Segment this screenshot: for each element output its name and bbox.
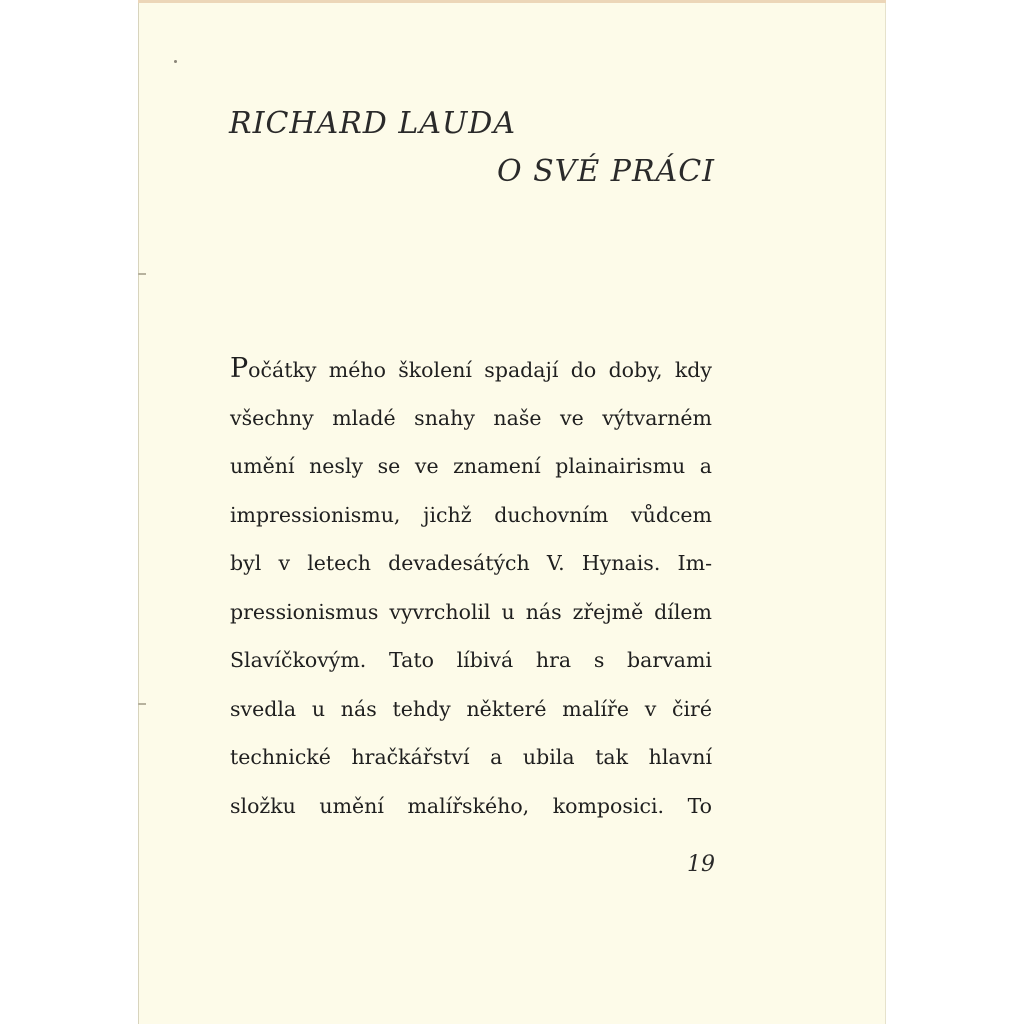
page-edge-mark <box>138 703 146 705</box>
title-line-1: RICHARD LAUDA <box>229 106 516 141</box>
text-line-7: Slavíčkovým. Tato líbivá hra s barvami <box>230 648 712 672</box>
text-line-content: očátky mého školení spadají do doby, kdy <box>248 358 712 382</box>
page-number: 19 <box>687 852 715 877</box>
page-edge-mark <box>138 273 146 275</box>
text-line-5: byl v letech devadesátých V. Hynais. Im- <box>230 551 712 575</box>
text-line-2: všechny mladé snahy naše ve výtvarném <box>230 405 712 430</box>
text-line-4: impressionismu, jichž duchovním vůdcem <box>230 502 712 527</box>
initial-letter: P <box>230 353 249 384</box>
text-line-8: svedla u nás tehdy některé malíře v čiré <box>230 696 712 721</box>
book-page <box>138 0 886 1024</box>
text-line-9: technické hračkářství a ubila tak hlavní <box>230 745 712 769</box>
text-line-1 <box>230 349 712 398</box>
text-line-6: pressionismus vyvrcholil u nás zřejmě dílem <box>230 599 712 624</box>
text-line-10: složku umění malířského, komposici. To <box>230 793 712 818</box>
paper-speck <box>174 60 177 63</box>
text-line-3: umění nesly se ve znamení plainairismu a <box>230 454 712 478</box>
body-paragraph <box>230 349 712 834</box>
title-line-2: O SVÉ PRÁCI <box>497 154 716 189</box>
